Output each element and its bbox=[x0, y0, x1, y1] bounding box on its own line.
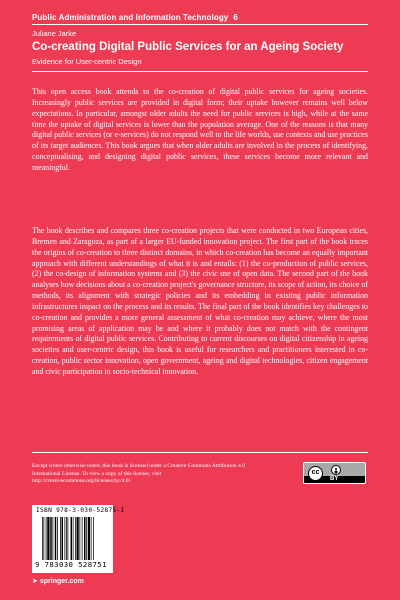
ean-number: 9 783030 528751 bbox=[35, 560, 107, 569]
barcode-stripe bbox=[88, 517, 90, 560]
barcode-stripe bbox=[46, 517, 47, 560]
barcode-stripe bbox=[62, 517, 64, 560]
springer-arrow-icon: ➤ bbox=[32, 578, 38, 585]
barcode-stripe bbox=[53, 517, 54, 560]
barcode-stripe bbox=[80, 517, 81, 560]
barcode-stripe bbox=[44, 517, 45, 560]
barcode-stripe bbox=[57, 517, 58, 560]
publisher-link[interactable] bbox=[32, 577, 84, 585]
barcode-stripe bbox=[42, 517, 43, 560]
barcode-stripe bbox=[65, 517, 66, 560]
barcode-stripe bbox=[86, 517, 87, 560]
series-name: Public Administration and Information Technology bbox=[32, 13, 229, 22]
barcode-stripe bbox=[91, 517, 92, 560]
barcode-stripe bbox=[71, 517, 73, 560]
barcode-stripe bbox=[55, 517, 57, 560]
barcode-icon bbox=[42, 517, 108, 560]
barcode-stripe bbox=[66, 517, 67, 560]
barcode-stripe bbox=[84, 517, 86, 560]
series-title bbox=[32, 13, 238, 22]
barcode-stripe bbox=[50, 517, 52, 560]
barcode-stripe bbox=[75, 517, 76, 560]
license-notice: Except where otherwise noted, this book is licensed under a Creative Commons Attribution 4.0 International License. To view a copy of this license, visit http://creativecommons.org/licenses/by/4.0/. bbox=[32, 463, 245, 485]
license-divider bbox=[32, 452, 368, 453]
barcode-stripe bbox=[60, 517, 61, 560]
barcode-stripe bbox=[68, 517, 69, 560]
barcode-stripe bbox=[47, 517, 49, 560]
series-divider bbox=[32, 24, 368, 25]
barcode-stripe bbox=[77, 517, 79, 560]
isbn-number: ISBN 978-3-030-52875-1 bbox=[36, 507, 125, 514]
cc-by-label: BY bbox=[330, 476, 339, 482]
barcode-stripe bbox=[82, 517, 83, 560]
barcode-stripe bbox=[93, 517, 94, 560]
book-subtitle: Evidence for User-centric Design bbox=[32, 57, 142, 66]
isbn-barcode-box bbox=[32, 505, 125, 573]
title-divider bbox=[32, 71, 368, 72]
blurb-paragraph-1: This open access book attends to the co-creation of digital public services for ageing societies. Increasingly public services are provided in digital form; their uptake however remains well below expectations. In particular, amongst older adults the need for public services is high, while at the same time the uptake of digital services is lower than the population average. One of the reasons is that many digital public services (or e-services) do not respond well to the life worlds, use contexts and use practices of its target audiences. This book argues that when older adults are involved in the process of identifying, conceptualising, and designing digital public services, these services become more relevant and meaningful. bbox=[32, 87, 368, 172]
series-number: 6 bbox=[233, 13, 238, 22]
author-name: Juliane Jarke bbox=[32, 29, 77, 38]
attribution-person-icon bbox=[331, 465, 341, 475]
blurb-paragraph-2: The book describes and compares three co-creation projects that were conducted in two European cities, Bremen and Zaragoza, as part of a larger EU-funded innovation project. The first part of the book traces the origins of co-creation to three distinct domains, in which co-creation has become an equally important approach with different understandings of what it is and entails: (1) the co-production of public services, (2) the co-design of information systems and (3) the civic use of open data. The second part of the book analyses how decisions about a co-creation project's governance structure, its scope of action, its choice of methods, its alignment with strategic policies and its embedding in existing public information infrastructures impact on the process and its results. The final part of the book identifies key challenges to co-creation and provides a more general assessment of what co-creation may achieve, where the most promising areas of application may be and where it probably does not match with the contingent requirements of digital public services. Contributing to current discourses on digital citizenship in ageing societies and user-centric design, this book is useful for researchers and practitioners interested in co-creation, public sector innovation, open government, ageing and digital technologies, citizen engagement and civic participation in socio-technical innovation. bbox=[32, 226, 368, 376]
cc-logo-icon: cc bbox=[308, 466, 323, 481]
book-title: Co-creating Digital Public Services for an Ageing Society bbox=[32, 41, 344, 53]
cc-by-license-badge bbox=[303, 462, 366, 484]
publisher-url: springer.com bbox=[39, 578, 84, 585]
barcode-stripe bbox=[73, 517, 74, 560]
